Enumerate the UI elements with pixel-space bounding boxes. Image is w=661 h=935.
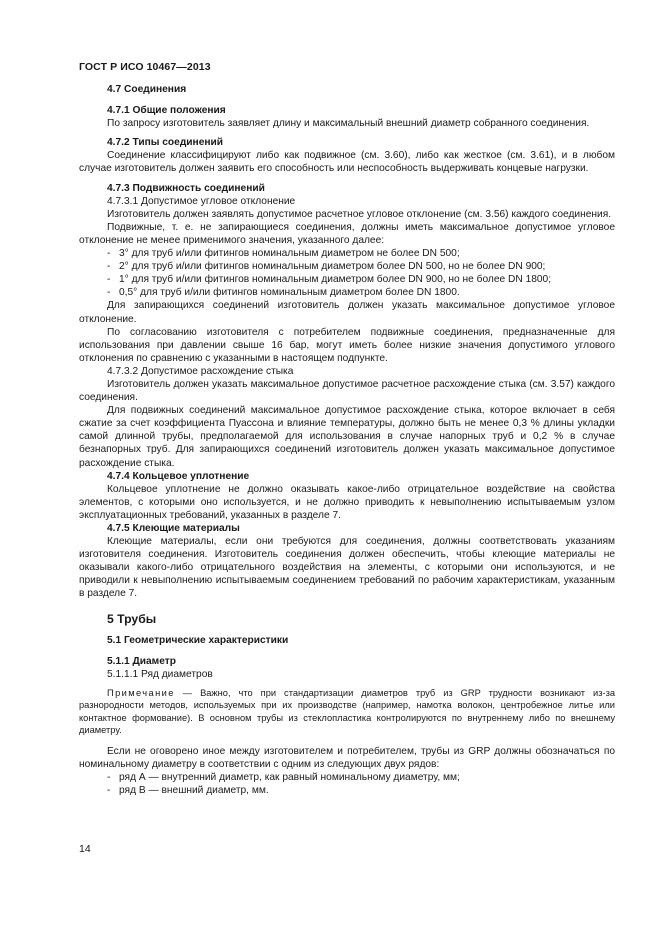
paragraph: Кольцевое уплотнение не должно оказывать какое-либо отрицательное воздействие на свойства элементов, с которыми оно используется, и не должно приводить к невыполнению испытываемым узлом эксплуатационных требований, указанных в разделе 7. [79, 483, 615, 521]
section-heading-4-7: 4.7 Соединения [107, 84, 187, 95]
subsection-heading-4-7-3: 4.7.3 Подвижность соединений [107, 182, 265, 194]
paragraph: По запросу изготовитель заявляет длину и максимальный внешний диаметр собранного соединения. [107, 118, 590, 130]
body-text [79, 83, 615, 797]
paragraph: По согласованию изготовителя с потребителем подвижные соединения, предназначенные для использования при давлении свыше 16 бар, могут иметь более низкие значения допустимого углового отклонения по сравнению с указанными в настоящем подпункте. [79, 326, 615, 364]
document-header: ГОСТ Р ИСО 10467—2013 [79, 61, 211, 73]
list-item-text: 0,5° для труб и/или фитингов номинальным диаметром более DN 1800. [119, 287, 460, 299]
paragraph: Подвижные, т. е. не запирающиеся соединения, должны иметь максимальное допустимое угловое отклонение не менее применимого значения, указанного далее: [79, 221, 615, 246]
paragraph: Клеющие материалы, если они требуются для соединения, должны соответствовать указаниям изготовителя соединения. Изготовитель соединения должен обеспечить, чтобы клеющие материалы не оказывали какого-либо отрицательного воздействия на элементы, с которыми они используются, и не приводили к невыполнению испытываемым соединением требований по рабочим характеристикам, указанным в разделе 7. [79, 536, 615, 600]
subsection-heading-4-7-1: 4.7.1 Общие положения [107, 105, 226, 117]
list-item-text: ряд А — внутренний диаметр, как равный номинальному диаметру, мм; [119, 771, 460, 783]
clause-heading-5-1-1-1: 5.1.1.1 Ряд диаметров [107, 668, 213, 680]
paragraph: Для подвижных соединений максимальное допустимое расхождение стыка, которое включает в себя сжатие за счет коэффициента Пуассона и влияние температуры, должно быть не менее 0,3 % длины укладки самой длинной трубы, предполагаемой для использования в случае напорных труб и 0,2 % в случае безнапорных труб. Для запирающихся соединений изготовитель должен указать максимальное допустимое расхождение стыка. [79, 405, 615, 469]
list-item [79, 247, 615, 260]
subsection-heading-4-7-5: 4.7.5 Клеющие материалы [107, 523, 240, 534]
subsection-heading-5-1: 5.1 Геометрические характеристики [107, 634, 289, 646]
bullet-dash: - [107, 771, 111, 783]
paragraph: Если не оговорено иное между изготовителем и потребителем, трубы из GRP должны обозначаться по номинальному диаметру в соответствии с одним из следующих двух рядов: [79, 745, 615, 770]
list-item [79, 771, 615, 784]
paragraph: Изготовитель должен указать максимальное допустимое расчетное расхождение стыка (см. 3.57) каждого соединения. [79, 378, 615, 404]
bullet-dash: - [107, 261, 111, 273]
paragraph: Для запирающихся соединений изготовитель должен указать максимальное допустимое угловое отклонение. [79, 300, 615, 325]
note [79, 687, 615, 737]
list-item-text: ряд В — внешний диаметр, мм. [119, 784, 269, 796]
list-item [79, 784, 615, 797]
note-text: — Важно, что при стандартизации диаметров труб из GRP трудности возникают из-за разнородности методов, используемых при их производстве (например, намотка волокон, центробежное литье или контактное формование). В основном трубы из стеклопластика контролируются по внутреннему либо по внешнему диаметру. [79, 687, 615, 736]
subsection-heading-5-1-1: 5.1.1 Диаметр [107, 655, 176, 667]
note-label: Примечание [107, 687, 175, 698]
subsection-heading-4-7-4: 4.7.4 Кольцевое уплотнение [107, 470, 250, 482]
bullet-dash: - [107, 274, 111, 286]
list-item [79, 273, 615, 286]
bullet-dash: - [107, 784, 111, 796]
clause-heading-4-7-3-2: 4.7.3.2 Допустимое расхождение стыка [107, 365, 294, 377]
page-number: 14 [79, 843, 91, 855]
list-item-text: 2° для труб и/или фитингов номинальным диаметром более DN 500, но не более DN 900; [119, 261, 546, 273]
clause-heading-4-7-3-1: 4.7.3.1 Допустимое угловое отклонение [107, 195, 296, 207]
subsection-heading-4-7-2: 4.7.2 Типы соединений [107, 137, 224, 149]
paragraph: Соединение классифицируют либо как подвижное (см. 3.60), либо как жесткое (см. 3.61), и в любом случае изготовитель должен заявить его способность или неспособность выдерживать концевые нагрузки. [79, 150, 615, 175]
paragraph: Изготовитель должен заявлять допустимое расчетное угловое отклонение (см. 3.56) каждого соединения. [107, 208, 612, 220]
list-item-text: 1° для труб и/или фитингов номинальным диаметром более DN 900, но не более DN 1800; [119, 274, 552, 286]
bullet-dash: - [107, 248, 111, 260]
section-heading-5: 5 Трубы [107, 611, 157, 626]
list-item [79, 286, 615, 299]
list-item-text: 3° для труб и/или фитингов номинальным диаметром не более DN 500; [119, 248, 460, 260]
bullet-dash: - [107, 287, 111, 299]
list-item [79, 260, 615, 273]
